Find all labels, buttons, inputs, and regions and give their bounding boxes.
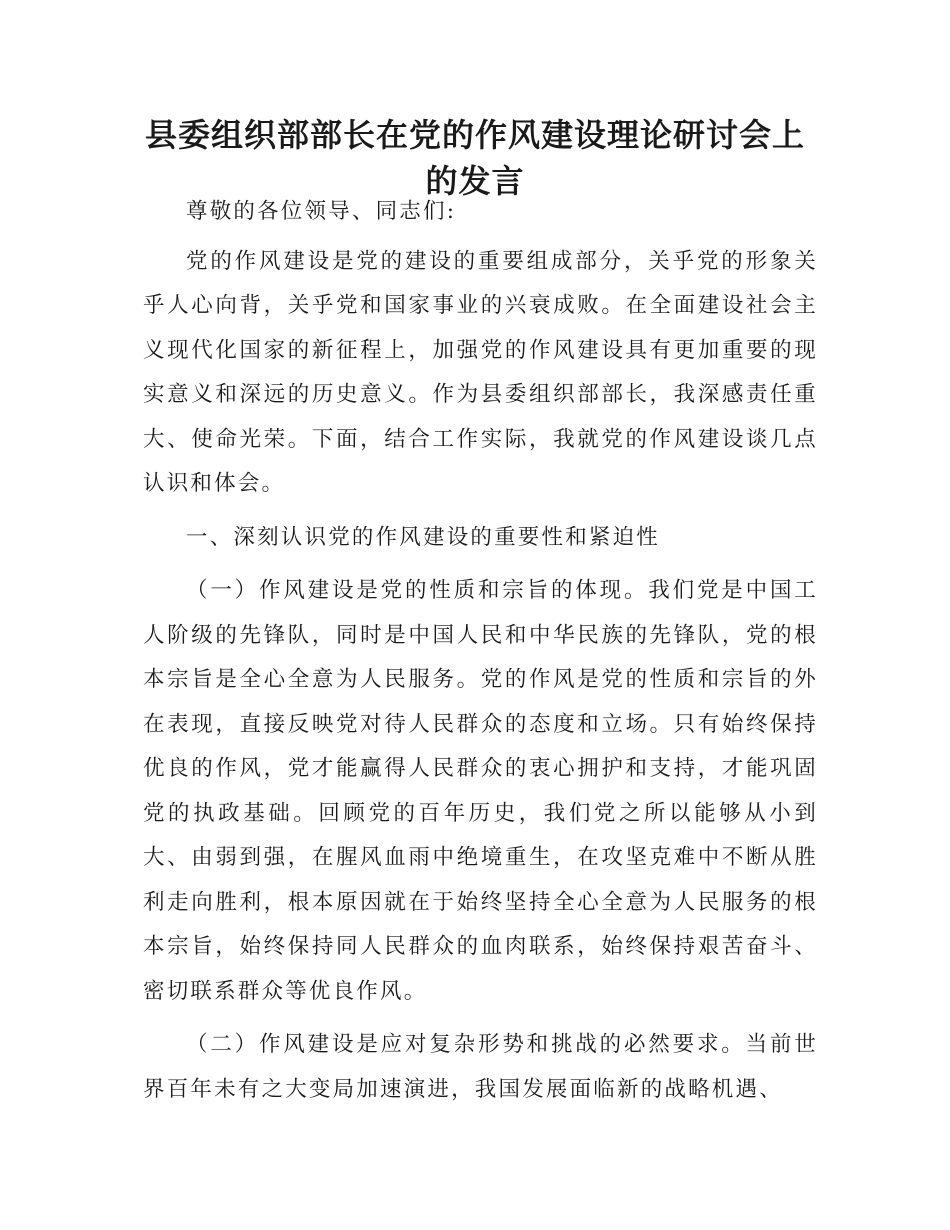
section-heading-1: 一、深刻认识党的作风建设的重要性和紧迫性	[186, 524, 661, 550]
paragraph-point-1: （一）作风建设是党的性质和宗旨的体现。我们党是中国工人阶级的先锋队，同时是中国人民和中华民族的先锋队，党的根本宗旨是全心全意为人民服务。党的作风是党的性质和宗旨的外在表现，直接反映党对待人民群众的态度和立场。只有始终保持优良的作风，党才能赢得人民群众的衷心拥护和支持，才能巩固党的执政基础。回顾党的百年历史，我们党之所以能够从小到大、由弱到强，在腥风血雨中绝境重生，在攻坚克难中不断从胜利走向胜利，根本原因就在于始终坚持全心全意为人民服务的根本宗旨，始终保持同人民群众的血肉联系，始终保持艰苦奋斗、密切联系群众等优良作风。	[143, 578, 818, 1004]
document-body	[143, 190, 818, 1112]
paragraph-point-2: （二）作风建设是应对复杂形势和挑战的必然要求。当前世界百年未有之大变局加速演进，我国发展面临新的战略机遇、	[143, 1032, 818, 1102]
paragraph-intro: 党的作风建设是党的建设的重要组成部分，关乎党的形象关乎人心向背，关乎党和国家事业的兴衰成败。在全面建设社会主义现代化国家的新征程上，加强党的作风建设具有更加重要的现实意义和深远的历史意义。作为县委组织部部长，我深感责任重大、使命光荣。下面，结合工作实际，我就党的作风建设谈几点认识和体会。	[143, 248, 818, 496]
greeting: 尊敬的各位领导、同志们:	[186, 199, 457, 224]
title-line-1: 县委组织部部长在党的作风建设理论研讨会上	[144, 116, 805, 154]
title-line-2: 的发言	[425, 162, 525, 200]
